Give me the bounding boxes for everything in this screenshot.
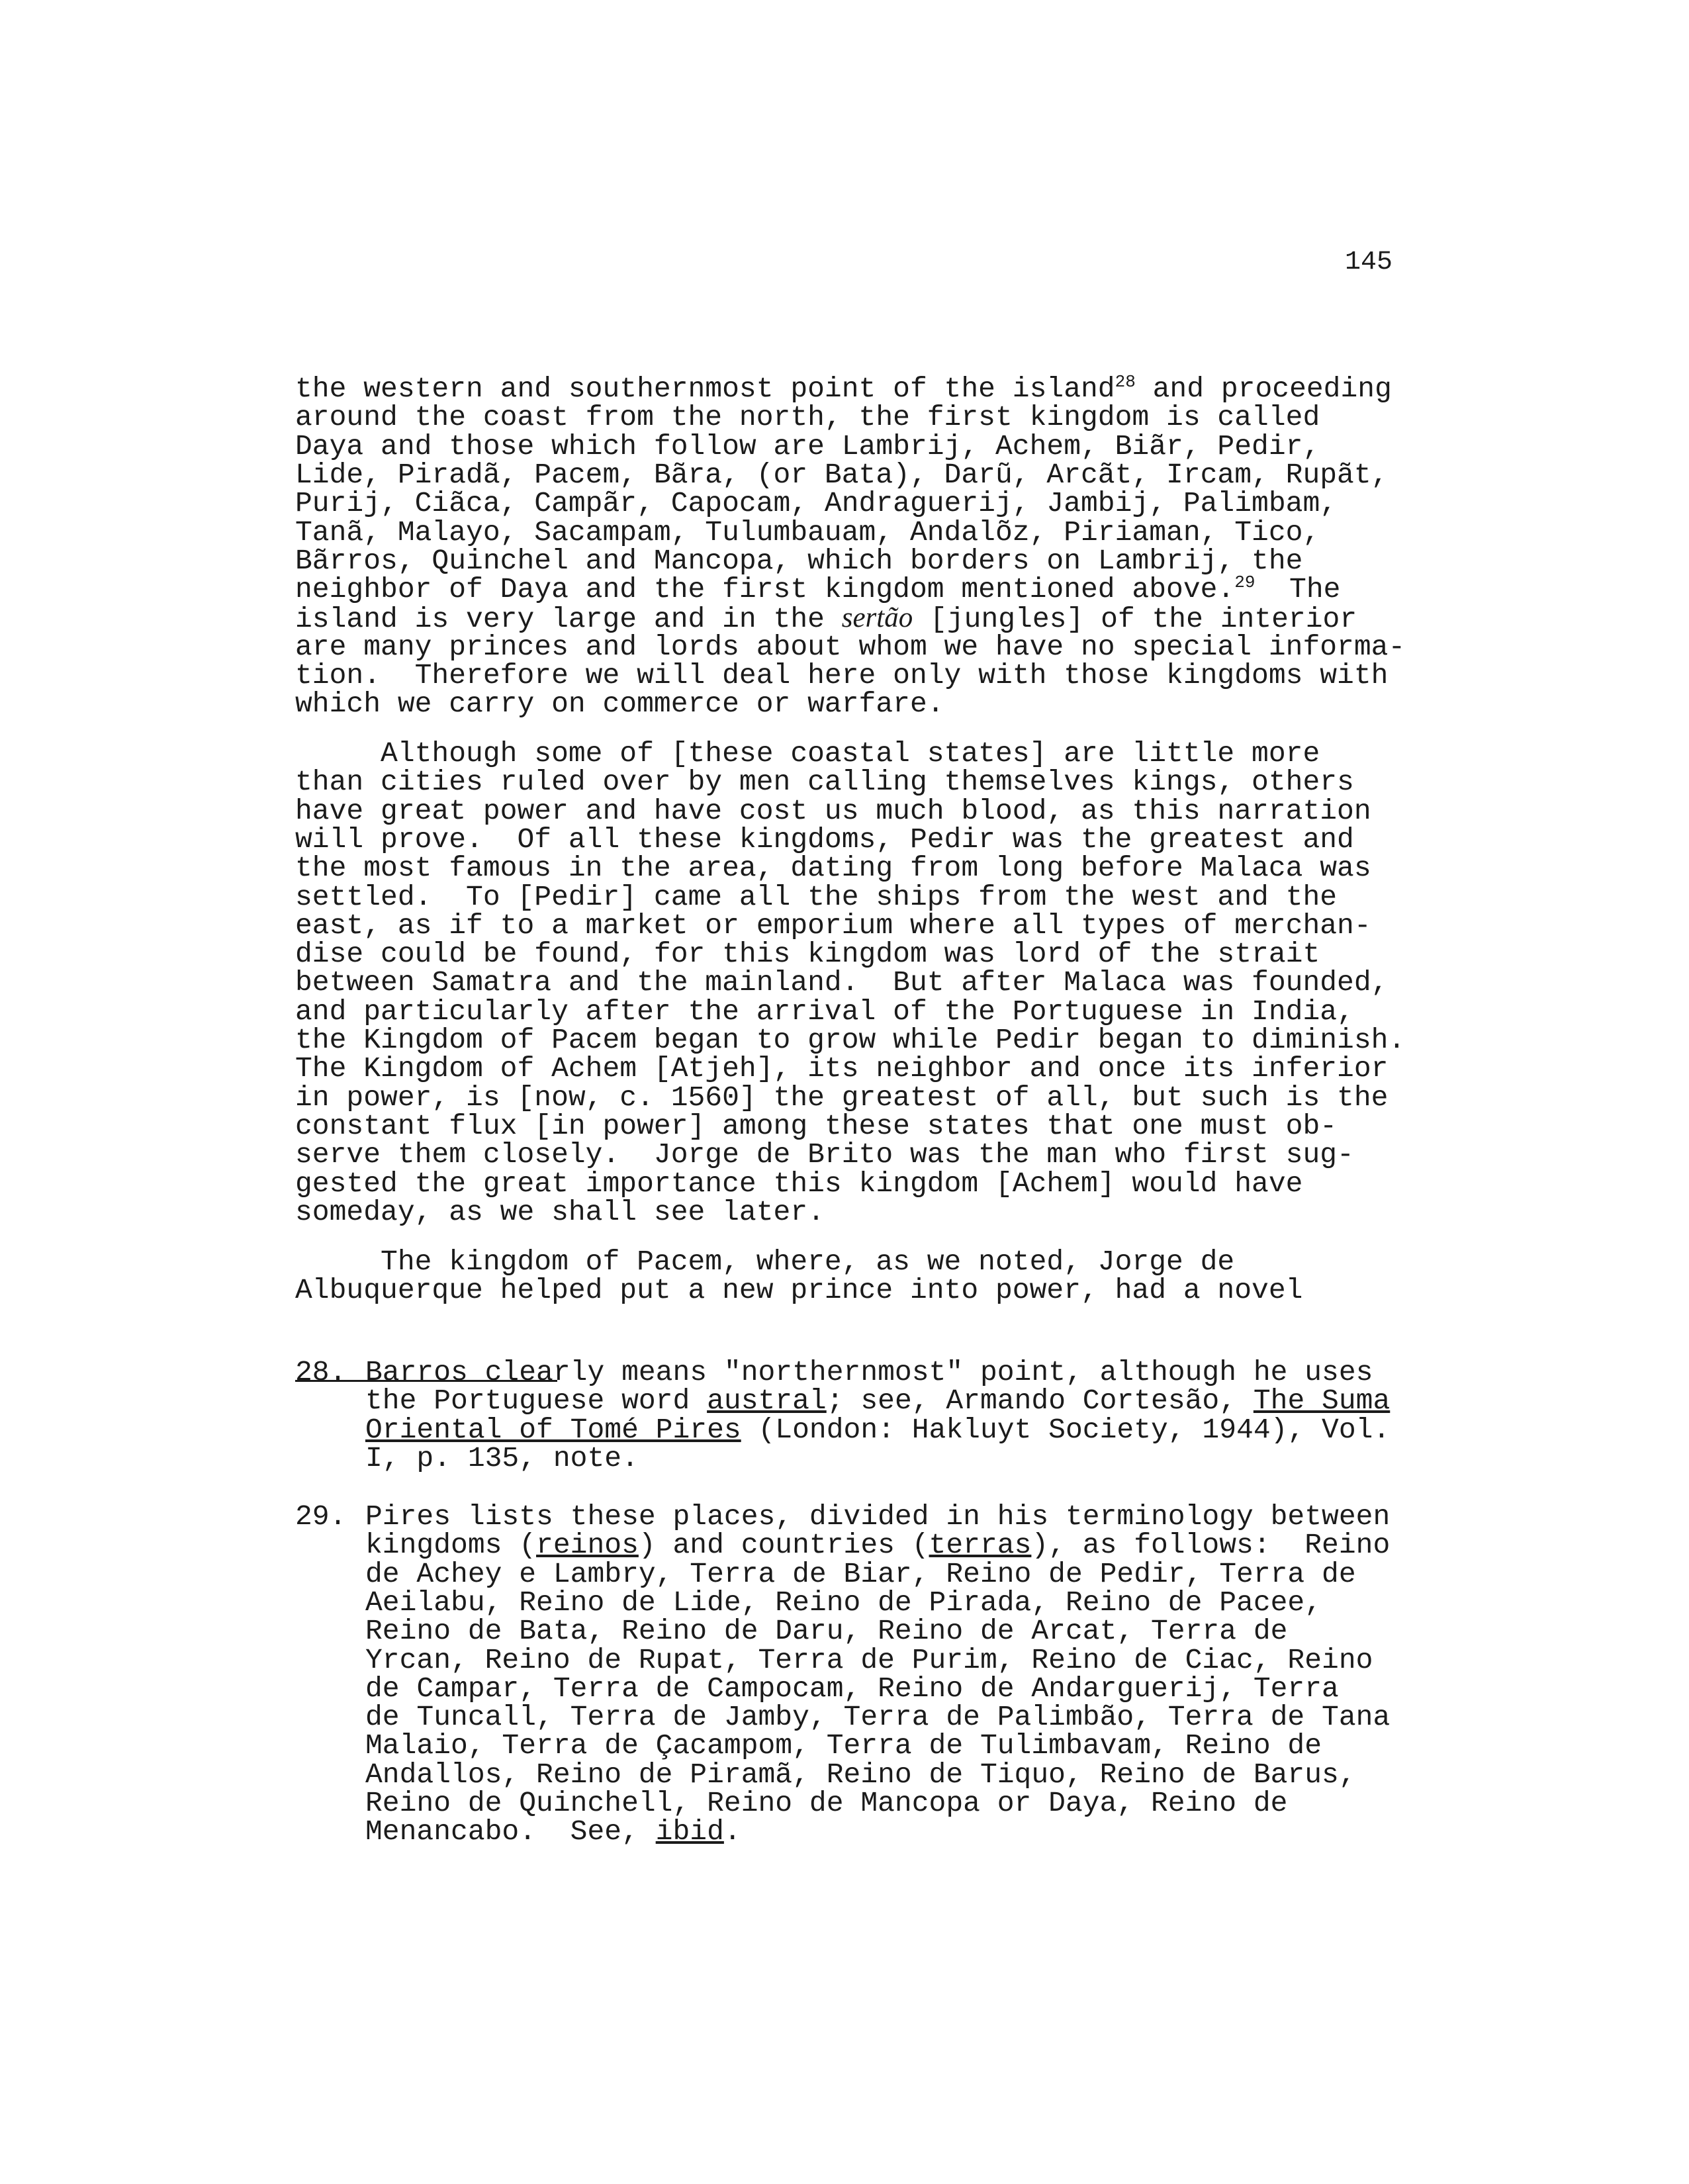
line-text: Tanã, Malayo, Sacampam, Tulumbauam, Andalõz, Piriaman, Tico, <box>295 516 1320 549</box>
footnote-line <box>365 1731 1322 1760</box>
body-line <box>295 458 1389 491</box>
page-number: 145 <box>1345 248 1393 277</box>
line-text: are many princes and lords about whom we have no special informa- <box>295 630 1406 663</box>
line-text: Andallos, Reino de Piramã, Reino de Tiquo, Reino de Barus, <box>365 1758 1356 1791</box>
line-text: dise could be found, for this kingdom was lord of the strait <box>295 938 1320 971</box>
footnote-line <box>365 1529 1391 1562</box>
line-text: will prove. Of all these kingdoms, Pedir was the greatest and <box>295 823 1354 856</box>
line-text: Menancabo. See, <box>365 1815 656 1848</box>
line-text: de Campar, Terra de Campocam, Reino de Andarguerij, Terra <box>365 1672 1339 1705</box>
footnote-ref: 28 <box>1115 372 1136 392</box>
line-text: kingdoms ( <box>365 1529 537 1562</box>
body-line <box>295 688 944 721</box>
footnote-line <box>365 1615 1288 1648</box>
line-text: ), as follows: Reino <box>1031 1529 1391 1562</box>
line-text: Lide, Piradã, Pacem, Bãra, (or Bata), Darũ, Arcãt, Ircam, Rupãt, <box>295 458 1389 491</box>
body-line <box>295 968 1388 997</box>
underlined-title: austral <box>707 1385 827 1418</box>
footnote-line <box>365 1358 1373 1387</box>
line-text: de Achey e Lambry, Terra de Biar, Reino de Pedir, Terra de <box>365 1557 1356 1590</box>
line-text: which we carry on commerce or warfare. <box>295 688 944 721</box>
footnote-ref: 29 <box>1234 572 1255 593</box>
line-text: the most famous in the area, dating from long before Malaca was <box>295 852 1371 885</box>
line-text: than cities ruled over by men calling themselves kings, others <box>295 766 1354 799</box>
body-line <box>295 1274 1303 1307</box>
line-text: gested the great importance this kingdom [Achem] would have <box>295 1167 1303 1200</box>
body-line <box>295 372 1392 405</box>
footnote-line <box>365 1760 1356 1789</box>
line-text: . <box>723 1815 741 1848</box>
body-line <box>295 997 1354 1026</box>
body-line <box>295 911 1371 940</box>
body-line <box>295 1026 1405 1054</box>
body-line <box>295 825 1354 854</box>
line-text: Daya and those which follow are Lambrij, Achem, Biãr, Pedir, <box>295 430 1320 463</box>
line-text: east, as if to a market or emporium where all types of merchan- <box>295 909 1371 942</box>
body-line <box>295 630 1406 663</box>
line-text: ) and countries ( <box>638 1529 929 1562</box>
footnote-line <box>365 1413 1391 1446</box>
underlined-title: reinos <box>536 1529 639 1562</box>
line-text: de Tuncall, Terra de Jamby, Terra de Palimbão, Terra de Tana <box>365 1701 1391 1734</box>
line-text: Albuquerque helped put a new prince into power, had a novel <box>295 1274 1303 1307</box>
line-text: constant flux [in power] among these states that one must ob- <box>295 1109 1338 1142</box>
body-line <box>295 1054 1388 1083</box>
line-text: Reino de Quinchell, Reino de Mancopa or Daya, Reino de <box>365 1787 1288 1819</box>
footnote-line <box>365 1588 1322 1617</box>
body-line <box>295 1109 1338 1142</box>
footnote-line <box>365 1385 1391 1418</box>
line-text: and particularly after the arrival of the Portuguese in India, <box>295 995 1354 1028</box>
line-text: I, p. 135, note. <box>365 1441 639 1475</box>
line-text: around the coast from the north, the first kingdom is called <box>295 401 1320 434</box>
body-line <box>295 1169 1302 1198</box>
body-line <box>295 1083 1388 1112</box>
body-line <box>295 739 1320 768</box>
body-line <box>295 794 1371 827</box>
line-text: the Kingdom of Pacem began to grow while Pedir began to diminish. <box>295 1024 1406 1056</box>
line-text: have great power and have cost us much blood, as this narration <box>295 794 1371 827</box>
line-text: Barros clearly means "northernmost" point, although he uses <box>365 1356 1373 1388</box>
line-text: Although some of [these coastal states] are little more <box>295 737 1320 770</box>
body-line <box>295 489 1337 518</box>
line-text: the Portuguese word <box>365 1385 708 1418</box>
body-line <box>295 852 1371 885</box>
body-line <box>295 432 1320 461</box>
body-line <box>295 403 1320 432</box>
line-text: The <box>1255 573 1341 606</box>
underlined-title: ibid <box>655 1815 724 1848</box>
line-text: neighbor of Daya and the first kingdom mentioned above. <box>295 573 1235 606</box>
underlined-title: terras <box>929 1529 1032 1562</box>
body-line <box>295 602 1357 636</box>
footnote-line <box>365 1643 1373 1676</box>
line-text: serve them closely. Jorge de Brito was the man who first sug- <box>295 1138 1354 1171</box>
footnote-number: 29. <box>295 1500 347 1533</box>
footnote-line <box>365 1817 741 1846</box>
line-text: someday, as we shall see later. <box>295 1195 825 1228</box>
italic-term: sertão <box>841 602 913 634</box>
line-text: Malaio, Terra de Çacampom, Terra de Tulimbavam, Reino de <box>365 1729 1322 1762</box>
line-text: in power, is [now, c. 1560] the greatest of all, but such is the <box>295 1081 1389 1114</box>
footnote-line <box>365 1701 1391 1734</box>
body-line <box>295 1248 1234 1276</box>
line-text: Purij, Ciãca, Campãr, Capocam, Andraguerij, Jambij, Palimbam, <box>295 487 1338 520</box>
body-line <box>295 1140 1354 1169</box>
line-text: Yrcan, Reino de Rupat, Terra de Purim, Reino de Ciac, Reino <box>365 1643 1373 1676</box>
line-text: Aeilabu, Reino de Lide, Reino de Pirada, Reino de Pacee, <box>365 1586 1322 1619</box>
line-text: ; see, Armando Cortesão, <box>826 1385 1254 1418</box>
line-text: and proceeding <box>1135 373 1392 405</box>
body-line <box>295 766 1354 799</box>
line-text: island is very large and in the <box>295 603 842 636</box>
body-line <box>295 544 1303 577</box>
line-text: (London: Hakluyt Society, 1944), Vol. <box>741 1413 1391 1446</box>
body-line <box>295 518 1320 547</box>
footnote-line <box>365 1502 1390 1531</box>
body-line <box>295 572 1341 606</box>
underlined-title: Oriental of Tomé Pires <box>365 1413 741 1446</box>
line-text: The Kingdom of Achem [Atjeh], its neighbor and once its inferior <box>295 1052 1389 1085</box>
footnote-line <box>365 1789 1287 1817</box>
footnote-line <box>365 1557 1356 1590</box>
line-text: the western and southernmost point of the island <box>295 373 1115 405</box>
line-text: settled. To [Pedir] came all the ships from the west and the <box>295 880 1338 913</box>
body-line <box>295 938 1320 971</box>
body-line <box>295 880 1338 913</box>
body-line <box>295 661 1388 690</box>
body-line <box>295 1195 825 1228</box>
line-text: between Samatra and the mainland. But after Malaca was founded, <box>295 966 1389 999</box>
footnote-line <box>365 1674 1339 1703</box>
line-text: [jungles] of the interior <box>913 603 1357 636</box>
line-text: tion. Therefore we will deal here only with those kingdoms with <box>295 659 1389 692</box>
line-text: Reino de Bata, Reino de Daru, Reino de Arcat, Terra de <box>365 1615 1288 1648</box>
line-text: The kingdom of Pacem, where, as we noted, Jorge de <box>295 1246 1235 1278</box>
line-text: Bãrros, Quinchel and Mancopa, which borders on Lambrij, the <box>295 544 1303 577</box>
footnote-line <box>365 1441 639 1475</box>
underlined-title: The Suma <box>1253 1385 1391 1418</box>
footnote-number: 28. <box>295 1356 347 1388</box>
line-text: Pires lists these places, divided in his terminology between <box>365 1500 1391 1533</box>
